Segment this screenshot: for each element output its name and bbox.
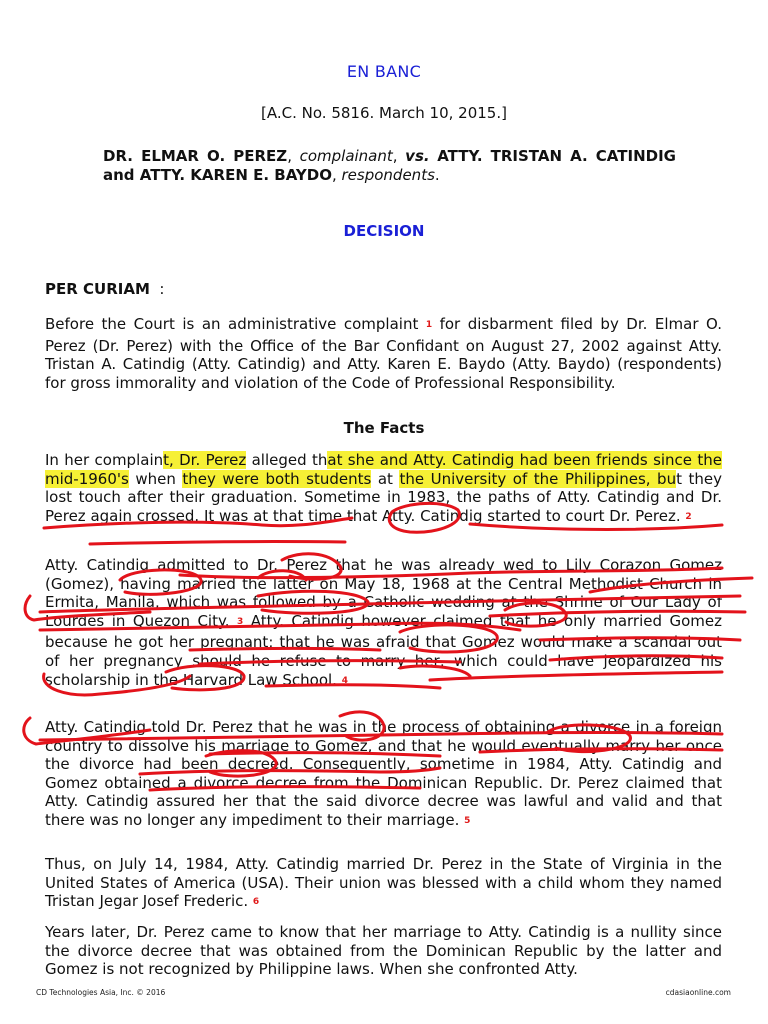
case-parties: DR. ELMAR O. PEREZ, complainant, vs. ATTY. TRISTAN A. CATINDIG and ATTY. KAREN E. BAYDO, respondents. xyxy=(103,147,676,184)
footnote-marker[interactable]: 1 xyxy=(425,320,433,330)
footer-site-link[interactable]: cdasiaonline.com xyxy=(665,988,731,997)
versus-label: vs. xyxy=(405,147,430,165)
highlighted-text: at she and Atty. Catindig had been friends since the mid-1960's xyxy=(45,451,722,488)
highlighted-text: the University of the Philippines, bu xyxy=(399,469,677,488)
highlighted-text: t, Dr. Perez xyxy=(163,451,247,469)
footnote-marker[interactable]: 6 xyxy=(252,897,260,908)
paragraph-2: In her complaint, Dr. Perez alleged that she and Atty. Catindig had been friends since the mid-1960's when they were both students at the University of the Philippines, but they lost touch after their graduation. Sometime in 1983, the paths of Atty. Catindig and Dr. Perez again crossed. It was at that time that Atty. Catindig started to court Dr. Perez. 2 xyxy=(45,451,723,525)
case-reference: [A.C. No. 5816. March 10, 2015.] xyxy=(261,104,507,122)
highlighted-text: they were both students xyxy=(182,469,372,488)
paragraph-1: Before the Court is an administrative complaint 1 for disbarment filed by Dr. Elmar O. Perez (Dr. Perez) with the Office of the Bar Confidant on August 27, 2002 against Atty. Tristan A. Catindig (Atty. Catindig) and Atty. Karen E. Baydo (Atty. Baydo) (respondents) for gross immorality and violation of the Code of Professional Responsibility. xyxy=(45,315,722,392)
footer-copyright: CD Technologies Asia, Inc. © 2016 xyxy=(36,988,166,997)
footnote-marker[interactable]: 4 xyxy=(341,675,348,686)
respondents-names: ATTY. TRISTAN A. CATINDIG and ATTY. KAREN E. BAYDO xyxy=(103,147,676,184)
paragraph-3: Atty. Catindig admitted to Dr. Perez that he was already wed to Lily Corazon Gomez (Gomez), having married the latter on May 18, 1968 at the Central Methodist Church in Ermita, Manila, which was followed by a Catholic wedding at the Shrine of Our Lady of Lourdes in Quezon City. 3 Atty. Catindig however claimed that he only married Gomez because he got her pregnant; that he was afraid that Gomez would make a scandal out of her pregnancy should he refuse to marry her, which could have jeopardized his scholarship in the Harvard Law School. 4 xyxy=(45,556,722,689)
section-heading-facts: The Facts xyxy=(343,419,425,437)
per-curiam-heading: PER CURIAM : xyxy=(45,280,165,298)
ink-underline xyxy=(90,542,345,544)
footnote-marker[interactable]: 5 xyxy=(464,815,471,826)
paragraph-4: Atty. Catindig told Dr. Perez that he was in the process of obtaining a divorce in a foreign country to dissolve his marriage to Gomez, and that he would eventually marry her once the divorce had been decreed. Consequently, sometime in 1984, Atty. Catindig and Gomez obtained a divorce decree from the Dominican Republic. Dr. Perez claimed that Atty. Catindig assured her that the said divorce decree was lawful and valid and that there was no longer any impediment to their marriage. 5 xyxy=(45,718,722,829)
complainant-name: DR. ELMAR O. PEREZ xyxy=(103,147,288,165)
paragraph-5: Thus, on July 14, 1984, Atty. Catindig married Dr. Perez in the State of Virginia in the United States of America (USA). Their union was blessed with a child whom they named Tristan Jegar Josef Frederic. 6 xyxy=(45,855,722,911)
footnote-marker[interactable]: 3 xyxy=(236,616,244,627)
decision-heading: DECISION xyxy=(343,222,425,240)
respondents-role: respondents xyxy=(341,166,435,184)
division-heading: EN BANC xyxy=(346,62,422,81)
footnote-marker[interactable]: 2 xyxy=(685,511,692,522)
complainant-role: complainant xyxy=(299,147,393,165)
paragraph-6: Years later, Dr. Perez came to know that her marriage to Atty. Catindig is a nullity since the divorce decree that was obtained from the Dominican Republic by the latter and Gomez is not recognized by Philippine laws. When she confronted Atty. xyxy=(45,923,722,979)
